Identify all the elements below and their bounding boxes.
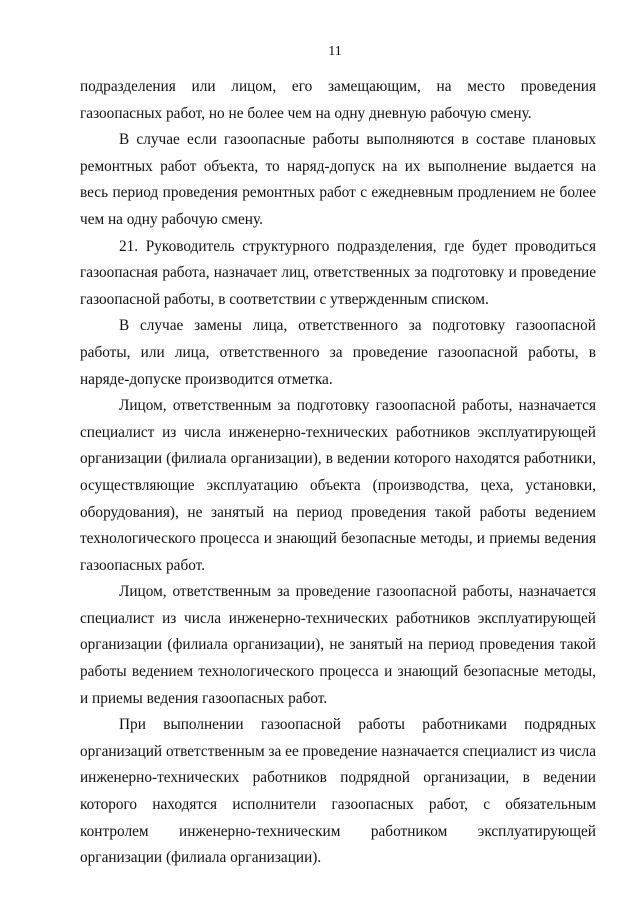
paragraph-execution-responsible: Лицом, ответственным за проведение газоопасной работы, назначается специалист из числа инженерно-технических работников эксплуатирующей организации (филиала организации), не занятый на период проведения такой работы ведением технологического процесса и знающий безопасные методы, и приемы ведения газоопасных работ. — [80, 583, 596, 707]
paragraph-replacement: В случае замены лица, ответственного за подготовку газоопасной работы, или лица, ответственного за проведение газоопасной работы, в наряде-допуске производится отметка. — [80, 317, 596, 388]
paragraph-planned-repairs: В случае если газоопасные работы выполняются в составе плановых ремонтных работ объекта, то наряд-допуск на их выполнение выдается на весь период проведения ремонтных работ с ежедневным продлением не более чем на одну рабочую смену. — [80, 131, 596, 228]
paragraph-continuation: подразделения или лицом, его замещающим, на место проведения газоопасных работ, но не более чем на одну дневную рабочую смену. — [80, 78, 596, 122]
paragraph-preparation-responsible: Лицом, ответственным за подготовку газоопасной работы, назначается специалист из числа инженерно-технических работников эксплуатирующей организации (филиала организации), в ведении которого находятся работники, осуществляющие эксплуатацию объекта (производства, цеха, установки, оборудования), не занятый на период проведения такой работы ведением технологического процесса и знающий безопасные методы, и приемы ведения газоопасных работ. — [80, 397, 596, 574]
document-body — [80, 74, 596, 872]
page-number: 11 — [328, 44, 342, 59]
paragraph-clause-21: 21. Руководитель структурного подразделения, где будет проводиться газоопасная работа, назначает лиц, ответственных за подготовку и проведение газоопасной работы, в соответствии с утвержденным списком. — [80, 237, 596, 308]
paragraph-contractors: При выполнении газоопасной работы работниками подрядных организаций ответственным за ее проведение назначается специалист из числа инженерно-технических работников подрядной организации, в ведении которого находятся исполнители газоопасных работ, с обязательным контролем инженерно-техническим работником эксплуатирующей организации (филиала организации). — [80, 716, 596, 867]
